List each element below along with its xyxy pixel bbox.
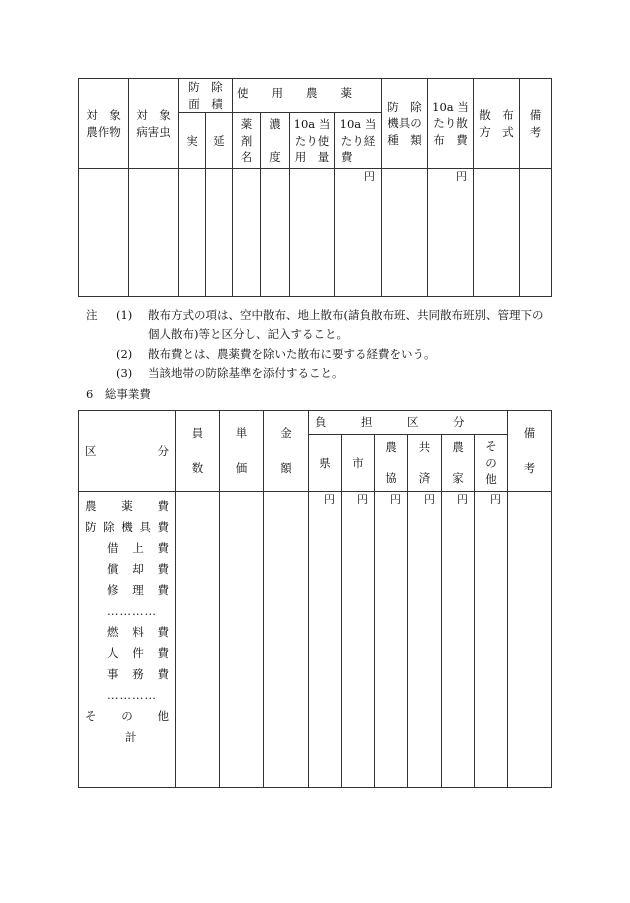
cell-coop[interactable]: 円 bbox=[375, 492, 408, 788]
cost-row-label: 農 薬 費 bbox=[85, 499, 169, 514]
cell-amount[interactable] bbox=[264, 492, 309, 788]
header-concentration: 濃 度 bbox=[261, 113, 290, 169]
cost-row-item bbox=[85, 517, 169, 538]
header-other: そ の 他 bbox=[475, 435, 508, 492]
cell-cost-10a[interactable]: 円 bbox=[335, 169, 382, 297]
note-2: (2) 散布費とは、農薬費を除いた散布に要する経費をいう。 bbox=[116, 347, 436, 361]
row-labels bbox=[79, 492, 176, 788]
header-amount: 金 額 bbox=[264, 411, 309, 492]
cost-row-label: ………… bbox=[107, 688, 157, 703]
cell-remarks-2[interactable] bbox=[508, 492, 552, 788]
cell-pesticide-name[interactable] bbox=[233, 169, 261, 297]
header-crop: 対 象 農作物 bbox=[79, 79, 129, 169]
header-count: 員 数 bbox=[176, 411, 220, 492]
header-usage-10a: 10a 当 たり使 用 量 bbox=[290, 113, 335, 169]
header-unit-price: 単 価 bbox=[220, 411, 264, 492]
cell-unit-price[interactable] bbox=[220, 492, 264, 788]
cost-row-item bbox=[85, 727, 169, 748]
cost-row-label: ………… bbox=[107, 604, 157, 619]
cost-row-label: 防 除 機 具 費 bbox=[85, 520, 169, 535]
header-method: 散 布 方 式 bbox=[474, 79, 520, 169]
cell-prefecture[interactable]: 円 bbox=[309, 492, 342, 788]
header-equipment: 防 除 機具の 種 類 bbox=[382, 79, 428, 169]
cell-farmer[interactable]: 円 bbox=[442, 492, 475, 788]
cost-row-item bbox=[85, 538, 169, 559]
note-3: (3) 当該地帯の防除基準を添付すること。 bbox=[116, 366, 344, 380]
cell-usage[interactable] bbox=[290, 169, 335, 297]
cell-method[interactable] bbox=[474, 169, 520, 297]
cost-row-label: 人 件 費 bbox=[107, 646, 169, 661]
cell-area-total[interactable] bbox=[206, 169, 233, 297]
cell-pest[interactable] bbox=[129, 169, 179, 297]
cost-row-label: 修 理 費 bbox=[107, 583, 169, 598]
cost-row-item bbox=[85, 643, 169, 664]
header-pesticide-name: 薬 剤 名 bbox=[233, 113, 261, 169]
cost-row-item bbox=[85, 559, 169, 580]
cost-row-item bbox=[85, 601, 169, 622]
cell-equipment[interactable] bbox=[382, 169, 428, 297]
header-prefecture: 県 bbox=[309, 435, 342, 492]
header-cost-10a: 10a 当 たり経 費 bbox=[335, 113, 382, 169]
cost-row-label: 燃 料 費 bbox=[107, 625, 169, 640]
note-1-cont: 個人散布)等と区分し、記入すること。 bbox=[148, 327, 348, 341]
cost-row-item bbox=[85, 664, 169, 685]
cost-row-item bbox=[85, 580, 169, 601]
header-coop: 農 協 bbox=[375, 435, 408, 492]
cost-row-item bbox=[85, 706, 169, 727]
cost-row-item bbox=[85, 685, 169, 706]
cost-row-label: 事 務 費 bbox=[107, 667, 169, 682]
cell-concentration[interactable] bbox=[261, 169, 290, 297]
cell-city[interactable]: 円 bbox=[342, 492, 375, 788]
note-1: 注 (1) 散布方式の項は、空中散布、地上散布(請負散布班、共同散布班別、管理下の bbox=[86, 308, 544, 322]
cost-row-item bbox=[85, 622, 169, 643]
cost-row-item bbox=[85, 496, 169, 517]
header-area: 防 除 面 積 bbox=[179, 79, 233, 113]
header-pesticide: 使 用 農 薬 bbox=[233, 79, 382, 113]
cell-crop[interactable] bbox=[79, 169, 129, 297]
header-spray-cost: 10a 当 たり散 布 費 bbox=[428, 79, 474, 169]
cell-remarks[interactable] bbox=[520, 169, 552, 297]
cell-mutual[interactable]: 円 bbox=[408, 492, 442, 788]
header-pest: 対 象 病害虫 bbox=[129, 79, 179, 169]
header-mutual: 共 済 bbox=[408, 435, 442, 492]
header-remarks-2: 備 考 bbox=[508, 411, 552, 492]
header-area-actual: 実 bbox=[179, 113, 206, 169]
section-title: 6 総事業費 bbox=[86, 387, 151, 401]
header-city: 市 bbox=[342, 435, 375, 492]
pesticide-plan-table bbox=[78, 78, 552, 297]
header-area-total: 延 bbox=[206, 113, 233, 169]
cell-area-actual[interactable] bbox=[179, 169, 206, 297]
cell-count[interactable] bbox=[176, 492, 220, 788]
header-farmer: 農 家 bbox=[442, 435, 475, 492]
header-burden: 負 担 区 分 bbox=[309, 411, 508, 435]
cost-row-label: そ の 他 bbox=[85, 709, 169, 724]
cell-other[interactable]: 円 bbox=[475, 492, 508, 788]
header-remarks: 備 考 bbox=[520, 79, 552, 169]
total-cost-table bbox=[78, 410, 552, 788]
cell-spray-cost[interactable]: 円 bbox=[428, 169, 474, 297]
cost-row-label: 償 却 費 bbox=[107, 562, 169, 577]
cost-row-label: 借 上 費 bbox=[107, 541, 169, 556]
header-category: 区 分 bbox=[79, 411, 176, 492]
cost-row-label: 計 bbox=[125, 730, 137, 745]
